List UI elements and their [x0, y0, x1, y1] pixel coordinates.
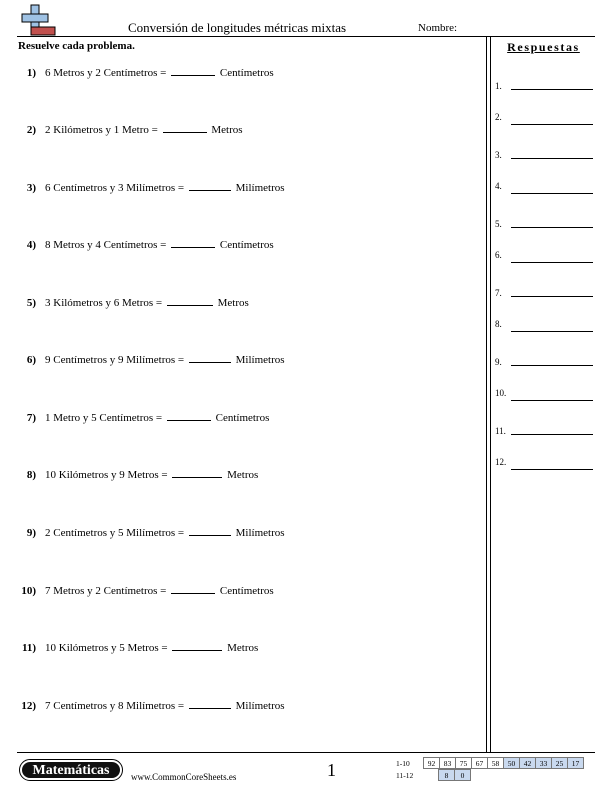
score-spacer [423, 770, 439, 781]
problem-unit: Milímetros [235, 527, 285, 539]
answer-blank[interactable] [167, 410, 211, 421]
problem-item [18, 583, 274, 597]
problem-item [18, 640, 258, 654]
problem-unit: Centímetros [219, 585, 274, 597]
problem-item [18, 65, 274, 79]
problem-number: 3) [26, 182, 36, 194]
problem-statement: 9 Centímetros y 9 Milímetros = [45, 354, 185, 366]
brand-label: Matemáticas [22, 762, 120, 778]
problem-statement: 2 Centímetros y 5 Milímetros = [45, 527, 185, 539]
score-cell: 17 [568, 758, 584, 769]
answer-blank[interactable] [172, 640, 222, 651]
problem-statement: 2 Kilómetros y 1 Metro = [45, 124, 158, 136]
answer-line[interactable] [511, 434, 593, 435]
answer-blank[interactable] [171, 65, 215, 76]
problem-unit: Milímetros [235, 182, 285, 194]
problem-unit: Metros [227, 469, 259, 481]
score-table-row-2 [396, 769, 471, 781]
score-cell: 25 [552, 758, 568, 769]
problem-number: 2) [26, 124, 36, 136]
problem-unit: Centímetros [219, 239, 274, 251]
score-cell: 83 [440, 758, 456, 769]
score-cell: 42 [520, 758, 536, 769]
score-cell: 75 [456, 758, 472, 769]
problem-item [18, 122, 243, 136]
answer-blank[interactable] [189, 698, 231, 709]
score-cell: 58 [488, 758, 504, 769]
answer-line[interactable] [511, 262, 593, 263]
score-cell: 92 [424, 758, 440, 769]
answer-label: 4. [495, 180, 502, 191]
answer-line[interactable] [511, 158, 593, 159]
column-divider [490, 37, 491, 752]
problem-item [18, 237, 274, 251]
answer-label: 12. [495, 456, 507, 467]
answer-line[interactable] [511, 89, 593, 90]
answer-label: 1. [495, 81, 502, 91]
problem-statement: 6 Centímetros y 3 Milímetros = [45, 182, 185, 194]
answer-blank[interactable] [172, 467, 222, 478]
answer-line[interactable] [511, 469, 593, 470]
problem-item [18, 352, 285, 366]
answer-blank[interactable] [189, 525, 231, 536]
problem-item [18, 180, 285, 194]
problem-number: 6) [26, 354, 36, 366]
header-rule [17, 36, 595, 37]
problem-unit: Centímetros [215, 412, 270, 424]
problem-unit: Metros [211, 124, 243, 136]
answer-blank[interactable] [171, 237, 215, 248]
problem-item [18, 698, 285, 712]
answer-label: 5. [495, 219, 502, 229]
score-cell: 50 [504, 758, 520, 769]
answer-line[interactable] [511, 331, 593, 332]
score-cell: 67 [472, 758, 488, 769]
problem-statement: 1 Metro y 5 Centímetros = [45, 412, 163, 424]
problem-statement: 7 Metros y 2 Centímetros = [45, 585, 167, 597]
answer-label: 7. [495, 288, 502, 298]
answer-line[interactable] [511, 400, 593, 401]
answer-line[interactable] [511, 296, 593, 297]
problem-number: 11) [21, 642, 36, 654]
score-cell: 8 [439, 770, 455, 781]
problem-number: 1) [26, 67, 36, 79]
problem-item [18, 295, 249, 309]
answer-label: 3. [495, 150, 502, 160]
answer-label: 6. [495, 249, 502, 260]
answer-blank[interactable] [189, 352, 231, 363]
problem-statement: 7 Centímetros y 8 Milímetros = [45, 700, 185, 712]
problem-unit: Metros [227, 642, 259, 654]
answer-label: 10. [495, 387, 507, 398]
score-range-label: 11-12 [396, 770, 414, 780]
answer-label: 2. [495, 111, 502, 122]
plus-minus-logo-icon [17, 4, 57, 36]
answer-label: 9. [495, 357, 502, 367]
problem-unit: Milímetros [235, 700, 285, 712]
answer-line[interactable] [511, 227, 593, 228]
answer-label: 11. [495, 426, 506, 436]
score-cell: 0 [455, 770, 471, 781]
score-range-label: 1-10 [396, 758, 410, 768]
answer-line[interactable] [511, 193, 593, 194]
website-link[interactable]: www.CommonCoreSheets.es [131, 772, 237, 782]
problem-statement: 10 Kilómetros y 5 Metros = [45, 642, 168, 654]
name-label: Nombre: [418, 22, 458, 34]
problem-unit: Metros [217, 297, 249, 309]
problem-unit: Milímetros [235, 354, 285, 366]
problem-number: 10) [21, 585, 36, 597]
answer-line[interactable] [511, 124, 593, 125]
brand-badge [19, 759, 123, 781]
problem-statement: 6 Metros y 2 Centímetros = [45, 67, 167, 79]
footer-rule [17, 752, 595, 753]
answer-label: 8. [495, 318, 502, 329]
answer-blank[interactable] [163, 122, 207, 133]
answer-blank[interactable] [167, 295, 213, 306]
problem-statement: 8 Metros y 4 Centímetros = [45, 239, 167, 251]
answers-title: Respuestas [507, 40, 580, 54]
problem-number: 7) [26, 412, 36, 424]
problem-number: 12) [21, 700, 36, 712]
problem-number: 5) [26, 297, 36, 309]
score-table-row-1 [396, 757, 584, 769]
problem-number: 9) [26, 527, 36, 539]
instructions: Resuelve cada problema. [18, 40, 135, 52]
problem-statement: 10 Kilómetros y 9 Metros = [45, 469, 168, 481]
problem-statement: 3 Kilómetros y 6 Metros = [45, 297, 163, 309]
problem-unit: Centímetros [219, 67, 274, 79]
column-divider [486, 37, 487, 752]
problem-item [18, 467, 258, 481]
page-title: Conversión de longitudes métricas mixtas [128, 20, 347, 35]
problem-number: 4) [26, 239, 36, 251]
answer-blank[interactable] [189, 180, 231, 191]
problem-item [18, 410, 269, 424]
problem-number: 8) [26, 469, 36, 481]
answer-line[interactable] [511, 365, 593, 366]
answer-blank[interactable] [171, 583, 215, 594]
page-number: 1 [327, 760, 336, 780]
problem-item [18, 525, 285, 539]
score-cell: 33 [536, 758, 552, 769]
